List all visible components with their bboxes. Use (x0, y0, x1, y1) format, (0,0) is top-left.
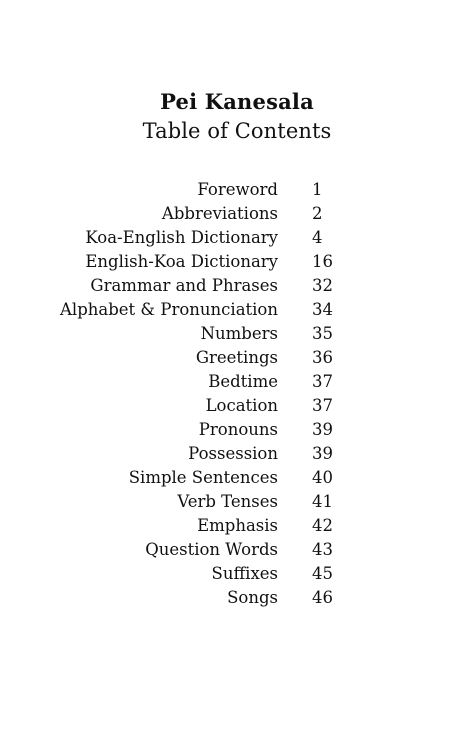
toc-entry-title: Location (205, 396, 278, 415)
toc-entry-page-number: 36 (312, 348, 333, 367)
toc-entry-title: Pronouns (198, 420, 278, 439)
toc-entry (0, 586, 474, 610)
toc-entry-page-number: 1 (312, 180, 323, 199)
toc-entry-title: Possession (188, 444, 278, 463)
toc-entry-page-number: 32 (312, 276, 333, 295)
toc-entry-title: Numbers (200, 324, 278, 343)
toc-entry-title: Simple Sentences (128, 468, 278, 487)
toc-entry (0, 202, 474, 226)
toc-entry-title: Grammar and Phrases (90, 276, 278, 295)
toc-entry-page-number: 35 (312, 324, 333, 343)
toc-entry-page-number: 2 (312, 204, 323, 223)
toc-entry (0, 514, 474, 538)
toc-entry-page-number: 41 (312, 492, 333, 511)
toc-entry-page-number: 39 (312, 420, 333, 439)
toc-entry-page-number: 16 (312, 252, 333, 271)
toc-entry-title: English-Koa Dictionary (85, 252, 278, 271)
toc-entry (0, 250, 474, 274)
toc-entry-title: Emphasis (197, 516, 278, 535)
table-of-contents (0, 178, 474, 610)
toc-entry-title: Question Words (145, 540, 278, 559)
toc-entry (0, 466, 474, 490)
toc-entry-page-number: 43 (312, 540, 333, 559)
toc-entry (0, 538, 474, 562)
toc-entry (0, 274, 474, 298)
toc-entry-page-number: 42 (312, 516, 333, 535)
toc-entry (0, 418, 474, 442)
toc-entry (0, 178, 474, 202)
toc-entry-title: Greetings (195, 348, 278, 367)
toc-entry (0, 226, 474, 250)
toc-entry-title: Alphabet & Pronunciation (60, 300, 278, 319)
book-title: Pei Kanesala (160, 89, 314, 114)
toc-entry-title: Verb Tenses (177, 492, 278, 511)
toc-entry-page-number: 46 (312, 588, 333, 607)
toc-entry (0, 346, 474, 370)
toc-entry (0, 298, 474, 322)
page-title: Table of Contents (142, 119, 332, 143)
toc-entry-title: Suffixes (211, 564, 278, 583)
toc-entry-page-number: 37 (312, 396, 333, 415)
toc-entry (0, 562, 474, 586)
toc-entry-title: Koa-English Dictionary (85, 228, 278, 247)
toc-entry-page-number: 4 (312, 228, 323, 247)
toc-entry-page-number: 37 (312, 372, 333, 391)
toc-entry-page-number: 40 (312, 468, 333, 487)
toc-entry-title: Bedtime (208, 372, 278, 391)
toc-entry-title: Songs (227, 588, 278, 607)
toc-entry (0, 322, 474, 346)
toc-entry-title: Foreword (197, 180, 278, 199)
toc-entry-page-number: 45 (312, 564, 333, 583)
toc-entry-page-number: 39 (312, 444, 333, 463)
toc-entry (0, 442, 474, 466)
toc-entry-title: Abbreviations (161, 204, 278, 223)
toc-entry-page-number: 34 (312, 300, 333, 319)
toc-entry (0, 370, 474, 394)
toc-entry (0, 394, 474, 418)
toc-entry (0, 490, 474, 514)
